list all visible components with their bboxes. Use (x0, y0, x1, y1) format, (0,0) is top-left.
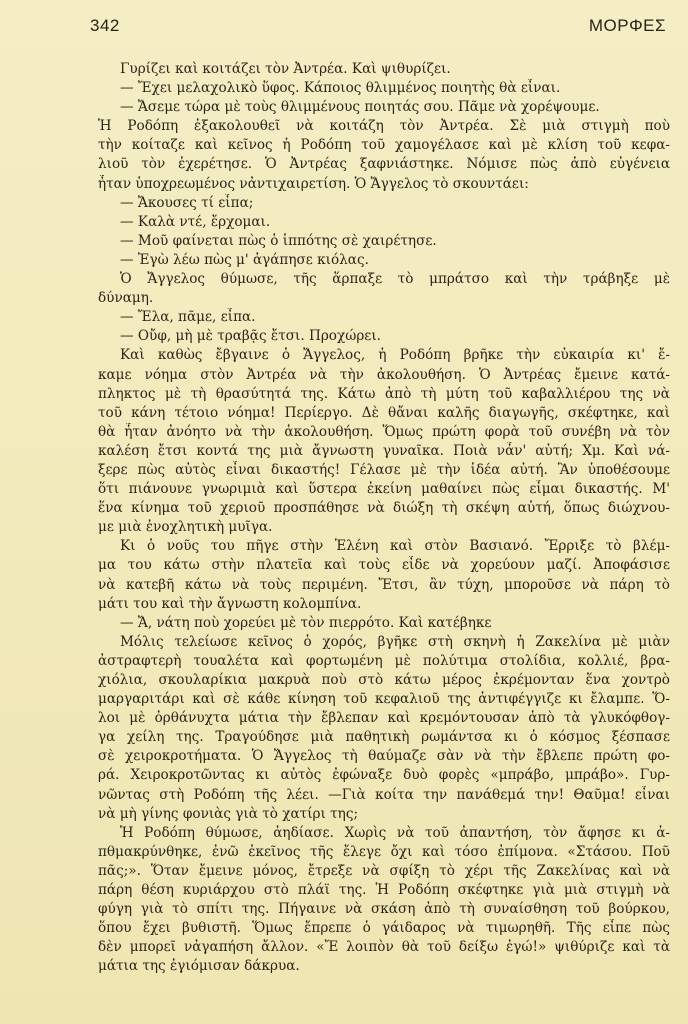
text-line: λοι μὲ ὀρθάνυχτα μάτια τὴν ἔβλεπαν καὶ κρεμόντουσαν ἀπὸ τὰ γλυκόφθογ- (98, 710, 670, 727)
text-line: Κι ὁ νοῦς του πῆγε στὴν Ἑλένη καὶ στὸν Βασιανό. Ἔρριξε τὸ βλέμ- (120, 538, 670, 555)
text-line: — Ἄ, νάτη ποὺ χορεύει μὲ τὸν πιερρότο. Καὶ κατέβηκε (120, 614, 492, 631)
text-line: — Ἄκουσες τί εἶπα; (120, 194, 254, 211)
page-header (90, 16, 666, 40)
text-line: ὅπου ἔχει βυθιστῆ. Ὅμως ἔπρεπε ὁ γάιδαρος νὰ τιμωρηθῆ. Τῆς εἶπε πὼς (98, 920, 670, 937)
text-line: ξερε πὼς αὐτὸς εἶναι δικαστής! Γέλασε μὲ τὴν ἰδέα αὐτή. Ἂν ὑποθέσουμε (98, 461, 670, 478)
text-line: νὰ μὴ γίνης φονιὰς γιὰ τὸ χατίρι της; (98, 805, 359, 822)
text-line: τὴν κοίταζε καὶ κεῖνος ἡ Ροδόπη τοῦ χαμογέλασε καὶ μὲ κλίση τοῦ κεφα- (98, 137, 670, 154)
text-line: Ἡ Ροδόπη θύμωσε, ἀηδίασε. Χωρὶς νὰ τοῦ ἀπαντήση, τὸν ἄφησε κι ἀ- (120, 824, 670, 841)
text-line: νὰ κατεβῆ κάτω νὰ τοὺς περιμένη. Ἔτσι, ἂν τύχη, μποροῦσε νὰ πάρη τὸ (98, 576, 670, 593)
text-line: ἦταν ὑποχρεωμένος νἀντιχαιρετίση. Ὁ Ἄγγελος τὸ σκουντάει: (98, 175, 529, 192)
running-title: ΜΟΡΦΕΣ (588, 16, 666, 35)
text-line: ἕνα κίνημα τοῦ χεριοῦ προσπάθησε νὰ διώξη τὴ σκέψη αὐτή, ὅπως διώχνου- (98, 500, 670, 517)
text-line: σὲ χειροκροτήματα. Ὁ Ἄγγελος τὴ θαύμαζε σὰν νὰ τὴν ἔβλεπε πρώτη φο- (98, 748, 670, 765)
text-line: — Ἔχει μελαχολικὸ ὕφος. Κάποιος θλιμμένος ποιητὴς θὰ εἶναι. (120, 80, 561, 97)
text-line: καλέση ἔτσι κοντά της μιὰ ἄγνωστη γυναῖκα. Ποιὰ νἆν' αὐτή; Χμ. Καὶ νά- (98, 442, 670, 459)
text-line: φύγη γιὰ τὸ σπίτι της. Πήγαινε νὰ σκάση ἀπὸ τὴ συναίσθηση τοῦ βούρκου, (98, 901, 670, 918)
text-line: ρά. Χειροκροτῶντας κι αὐτὸς ἐφώναξε δυὸ φορὲς «μπράβο, μπράβο». Γυρ- (98, 767, 670, 784)
text-line: πληκτος μὲ τὴ θρασύτητά της. Κάτω ἀπὸ τὴ μύτη τοῦ καβαλλιέρου της νὰ (98, 385, 670, 402)
text-line: πάρη θέση κυριάρχου στὸ πλάϊ της. Ἡ Ροδόπη σκέφτηκε γιὰ μιὰ στιγμὴ νὰ (98, 882, 670, 899)
text-line: μάτια της ἐγιόμισαν δάκρυα. (98, 958, 300, 975)
text-line: δύναμη. (98, 290, 154, 307)
text-line: πᾶς;». Ὅταν ἔμεινε μόνος, ἔτρεξε νὰ σφίξη τὸ χέρι τῆς Ζακελίνας καὶ νὰ (98, 862, 670, 879)
text-line: τοῦ κάνη τέτοιο νόημα! Περίεργο. Δὲ θἄναι καλῆς διαγωγῆς, σκέφτηκε, καὶ (98, 404, 670, 421)
text-line: Ὁ Ἄγγελος θύμωσε, τῆς ἅρπαξε τὸ μπράτσο καὶ τὴν τράβηξε μὲ (120, 271, 670, 288)
page-number: 342 (90, 16, 120, 35)
text-line: με μιὰ ἐνοχλητικὴ μυῖγα. (98, 519, 273, 536)
text-line: ὅτι πιάνουνε γνωριμιὰ καὶ ὕστερα ἐκείνη μαθαίνει πὼς εἶμαι δικαστής. Μ' (98, 481, 670, 498)
text-line: νῶντας στὴ Ροδόπη τῆς λέει. —Γιὰ κοίτα την πανάθεμά την! Θαῦμα! εἶναι (98, 786, 670, 803)
text-line: λιοῦ τὸν ἐχερέτησε. Ὁ Ἀντρέας ξαφνιάστηκε. Νόμισε πὼς ἀπὸ εὐγένεια (98, 156, 670, 173)
text-line: καμε νόημα στὸν Ἀντρέα νὰ τὴν ἀκολουθήση. Ὁ Ἀντρέας ἔμεινε κατά- (98, 366, 670, 383)
text-line: θὰ ἦταν ἀνόητο νὰ τὴν ἀκολουθήση. Ὅμως πρώτη φορὰ τοῦ συνέβη νὰ τὸν (98, 423, 670, 440)
text-line: — Μοῦ φαίνεται πὼς ὁ ἱππότης σὲ χαιρέτησε. (120, 232, 437, 249)
text-line: χιόλια, σκουλαρίκια μακρυὰ ποὺ στὸ κάτω μέρος ἐκρέμονταν ἕνα χοντρὸ (98, 672, 670, 688)
text-line: Ἡ Ροδόπη ἐξακολουθεῖ νὰ κοιτάζη τὸν Ἀντρέα. Σὲ μιὰ στιγμὴ ποὺ (98, 118, 670, 135)
text-line: μα του κάτω στὴν πλατεῖα καὶ τοὺς εἶδε νὰ χορεύουν μαζί. Ἀποφάσισε (98, 557, 670, 574)
text-line: γα χείλη της. Τραγούδησε μιὰ παθητικὴ ρωμάντσα κι ὁ κόσμος ξέσπασε (98, 729, 670, 746)
text-line: δὲν μπορεῖ νἀγαπήση ἄλλον. «Ἔ λοιπὸν θὰ τοῦ δείξω ἐγώ!» ψιθύριζε καὶ τὰ (98, 939, 670, 956)
text-line: πθμακρύνθηκε, ἐνῶ ἐκεῖνος τῆς ἔλεγε ὄχι καὶ τόσο ἐπίμονα. «Στάσου. Ποῦ (98, 843, 670, 860)
text-line: Γυρίζει καὶ κοιτάζει τὸν Ἀντρέα. Καὶ ψιθυρίζει. (120, 61, 451, 77)
text-line: μαργαριτάρι καὶ σὲ κάθε κίνηση τοῦ κεφαλιοῦ της ἀντιφέγγιζε κι ἔλαμπε. Ὅ- (98, 691, 670, 708)
text-line: — Καλὰ ντέ, ἔρχομαι. (120, 213, 271, 230)
text-line: μάτι του καὶ τὴν ἄγνωστη κολομπίνα. (98, 595, 362, 612)
text-line: — Ἄσεμε τώρα μὲ τοὺς θλιμμένους ποιητάς σου. Πᾶμε νὰ χορέψουμε. (120, 99, 600, 116)
text-line: Καὶ καθὼς ἔβγαινε ὁ Ἄγγελος, ἡ Ροδόπη βρῆκε τὴν εὐκαιρία κι' ἔ- (120, 347, 670, 364)
text-line: — Ἐγὼ λέω πὼς μ' ἀγάπησε κιόλας. (120, 251, 369, 268)
text-line: ἀστραφτερὴ τουαλέτα καὶ φορτωμένη μὲ πολύτιμα στολίδια, κολλιέ, βρα- (98, 652, 670, 669)
text-line: — Οὔφ, μὴ μὲ τραβᾷς ἔτσι. Προχώρει. (120, 328, 382, 345)
text-line: — Ἔλα, πᾶμε, εἶπα. (120, 309, 256, 326)
body-text (98, 60, 670, 977)
text-line: Μόλις τελείωσε κεῖνος ὁ χορός, βγῆκε στὴ σκηνὴ ἡ Ζακελίνα μὲ μιὰν (120, 633, 670, 650)
